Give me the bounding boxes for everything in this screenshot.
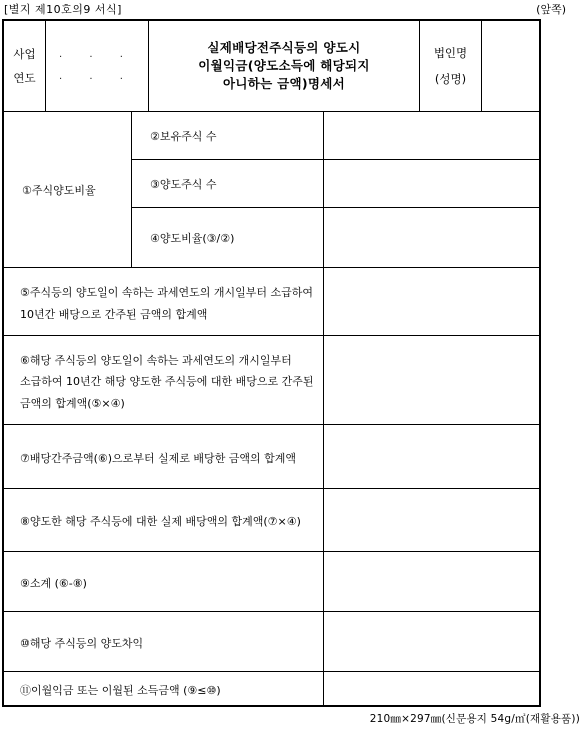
share-transfer-ratio-label: ①주식양도비율 xyxy=(4,112,132,267)
form-header xyxy=(4,21,539,112)
row-carried-over-income xyxy=(4,672,539,705)
share-transfer-ratio-group xyxy=(4,112,539,268)
business-year-label: 사업 연도 xyxy=(4,21,46,111)
period-end: . . . xyxy=(59,71,135,82)
corporation-name-label: 법인명 (성명) xyxy=(420,21,482,111)
shares-held-label: ②보유주식 수 xyxy=(132,112,324,160)
carried-over-income-label: ⑪이월익금 또는 이월된 소득금액 (⑨≤⑩) xyxy=(20,683,221,697)
paper-spec: 210㎜×297㎜(신문용지 54g/㎡(재활용품)) xyxy=(369,713,580,725)
transfer-ratio-label: ④양도비율(③/②) xyxy=(132,208,324,268)
row-actual-dividend-from-deemed xyxy=(4,425,539,489)
deemed-dividend-transferred-label: ⑥해당 주식등의 양도일이 속하는 과세연도의 개시일부터 소급하여 10년간 해당 양도한 주식등에 대한 배당으로 간주된 금액의 합계액(⑤×④) xyxy=(20,353,314,410)
shares-transferred-field[interactable] xyxy=(324,160,539,208)
actual-dividend-from-deemed-label: ⑦배당간주금액(⑥)으로부터 실제로 배당한 금액의 합계액 xyxy=(20,451,297,465)
statement-form xyxy=(2,19,541,707)
row-deemed-dividend-total xyxy=(4,268,539,336)
row-deemed-dividend-transferred xyxy=(4,336,539,425)
transfer-gain-label: ⑩해당 주식등의 양도차익 xyxy=(20,636,144,650)
corporation-name-field[interactable] xyxy=(482,21,539,111)
transfer-ratio-field[interactable] xyxy=(324,208,539,268)
row-subtotal xyxy=(4,552,539,612)
period-start: . . . xyxy=(59,49,135,60)
deemed-dividend-total-label: ⑤주식등의 양도일이 속하는 과세연도의 개시일부터 소급하여 10년간 배당으로 간주된 금액의 합계액 xyxy=(20,286,313,321)
row-actual-dividend-transferred xyxy=(4,489,539,552)
row-transfer-gain xyxy=(4,612,539,672)
shares-transferred-label: ③양도주식 수 xyxy=(132,160,324,208)
page-side-label: (앞쪽) xyxy=(536,3,566,16)
form-number: [별지 제10호의9 서식] xyxy=(4,3,122,16)
form-title: 실제배당전주식등의 양도시 이월익금(양도소득에 해당되지 아니하는 금액)명세서 xyxy=(149,21,420,111)
business-year-field[interactable] xyxy=(46,21,149,111)
shares-held-field[interactable] xyxy=(324,112,539,160)
actual-dividend-transferred-label: ⑧양도한 해당 주식등에 대한 실제 배당액의 합계액(⑦×④) xyxy=(20,515,301,529)
subtotal-label: ⑨소계 (⑥-⑧) xyxy=(20,576,87,590)
